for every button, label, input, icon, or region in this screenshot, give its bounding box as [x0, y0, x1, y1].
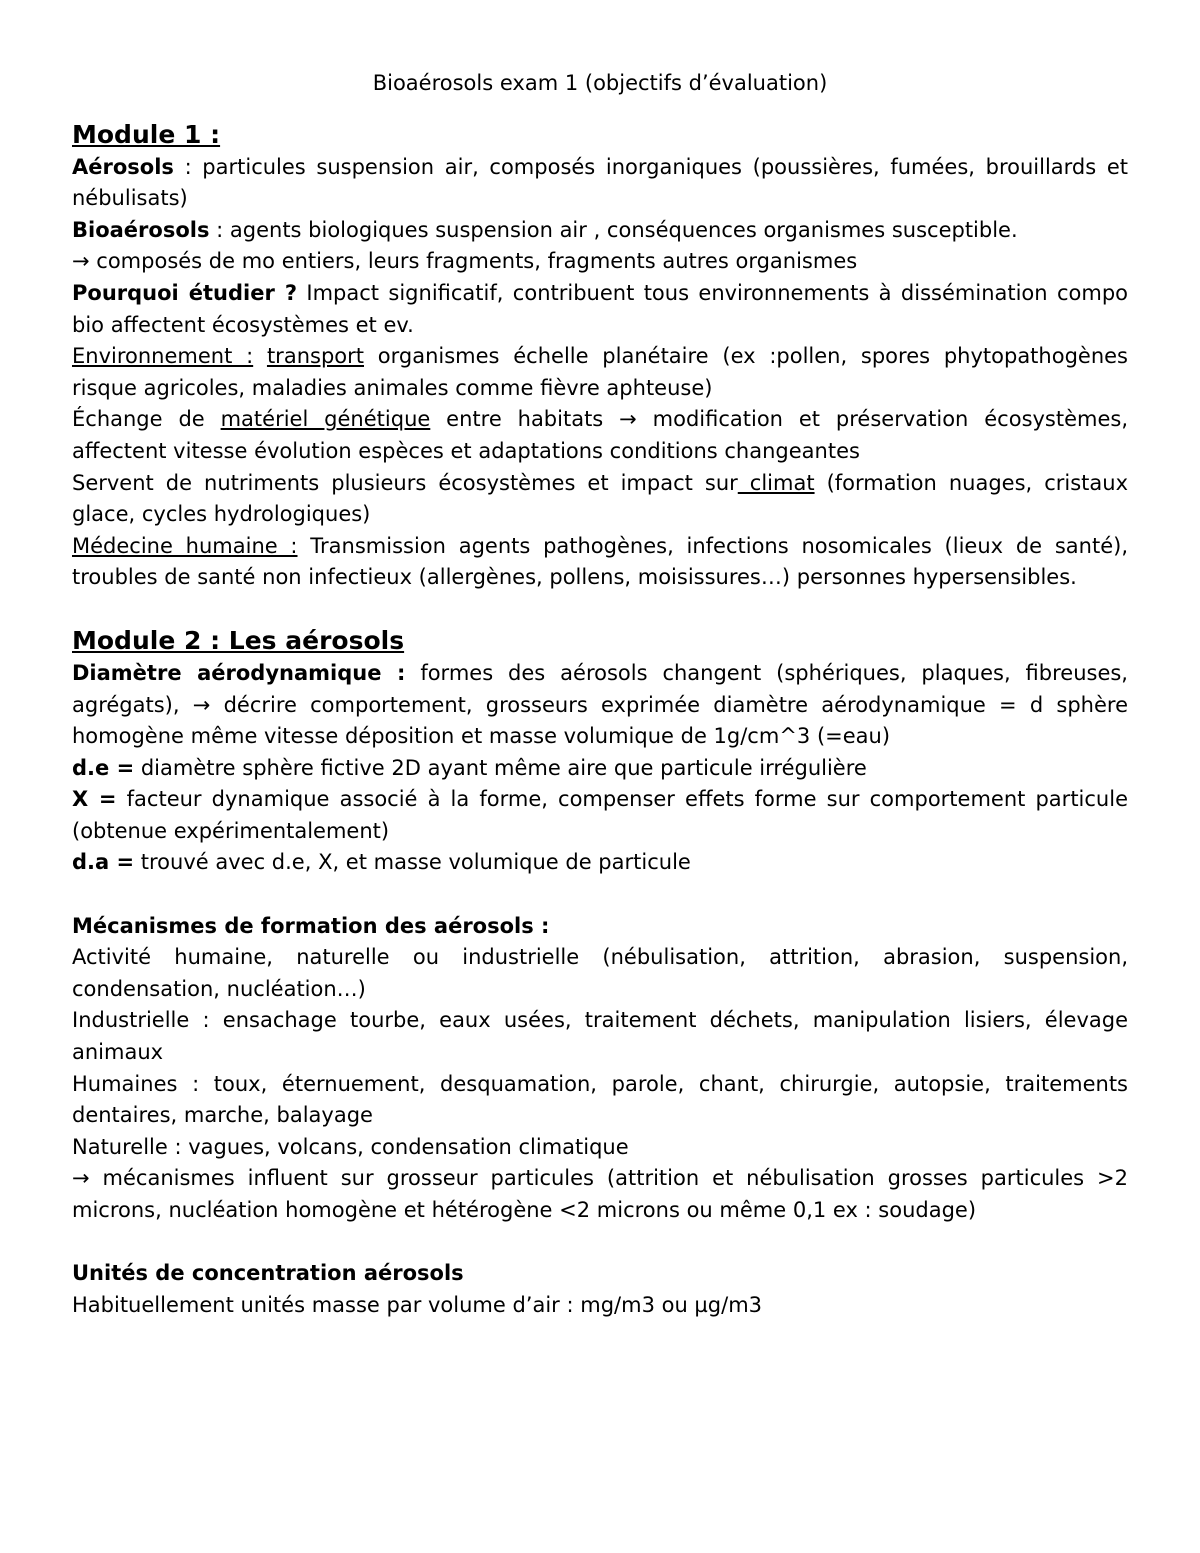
servent-start: Servent de nutriments plusieurs écosystèmes et impact sur [72, 470, 738, 495]
medecine-text: Transmission agents pathogènes, infections nosomicales (lieux de santé), troubles de santé non infectieux (allergènes, pollens, moisissures…) personnes hypersensibles. [72, 533, 1128, 590]
module-1-heading: Module 1 : [72, 119, 221, 149]
de-label: d.e = [72, 755, 135, 780]
module-2-heading: Module 2 : Les aérosols [72, 625, 405, 655]
aerosols-definition [72, 152, 1128, 215]
composes-line [72, 246, 1128, 278]
environnement-text: organismes échelle planétaire (ex :pollen, spores phytopathogènes risque agricoles, maladies animales comme fièvre aphteuse) [72, 344, 1128, 400]
servent-end: (formation nuages, cristaux glace, cycles hydrologiques) [72, 470, 1129, 527]
environnement-paragraph [72, 341, 1128, 404]
pourquoi-text: Impact significatif, contribuent tous environnements à dissémination compo bio affectent écosystèmes et ev. [72, 280, 1128, 337]
mecanismes-text: Activité humaine, naturelle ou industrielle (nébulisation, attrition, abrasion, suspension, condensation, nucléation…) [72, 945, 1128, 1001]
mecanismes-arrow-text: mécanismes influent sur grosseur particules (attrition et nébulisation grosses particules >2 microns, nucléation homogène et hétérogène <2 microns ou même 0,1 ex : soudage) [72, 1166, 1128, 1222]
diametre-label: Diamètre aérodynamique : [72, 660, 406, 685]
x-definition [72, 784, 1128, 847]
echange-end: modification et préservation écosystèmes, affectent vitesse évolution espèces et adaptations conditions changeantes [72, 407, 1129, 463]
spacer [72, 1227, 1128, 1259]
transport-term: transport [266, 344, 364, 369]
naturelle-text: Naturelle : vagues, volcans, condensation climatique [72, 1134, 629, 1159]
de-definition [72, 753, 1128, 785]
humaines-text: Humaines : toux, éternuement, desquamation, parole, chant, chirurgie, autopsie, traitements dentaires, marche, balayage [72, 1071, 1128, 1128]
servent-paragraph [72, 468, 1128, 531]
arrow-icon: → [192, 692, 211, 717]
mecanismes-heading: Mécanismes de formation des aérosols : [72, 913, 550, 938]
bioaerosols-definition [72, 215, 1128, 247]
medecine-paragraph [72, 531, 1128, 594]
aerosols-label: Aérosols [72, 154, 174, 179]
arrow-icon: → [72, 1166, 90, 1191]
mecanismes-arrow-paragraph [72, 1163, 1128, 1226]
arrow-icon: → [619, 407, 637, 432]
diametre-paragraph [72, 658, 1128, 753]
da-label: d.a = [72, 850, 135, 875]
pourquoi-paragraph [72, 278, 1128, 341]
echange-mid: entre habitats [430, 407, 620, 432]
da-text: trouvé avec d.e, X, et masse volumique de particule [134, 850, 691, 875]
document-title: Bioaérosols exam 1 (objectifs d’évaluation) [372, 71, 828, 95]
pourquoi-label: Pourquoi étudier ? [72, 280, 298, 305]
industrielle-text: Industrielle : ensachage tourbe, eaux usées, traitement déchets, manipulation lisiers, élevage animaux [72, 1008, 1128, 1065]
unites-text: Habituellement unités masse par volume d’air : mg/m3 ou µg/m3 [72, 1292, 763, 1317]
x-label: X = [72, 787, 117, 812]
da-definition [72, 847, 1128, 879]
x-text: facteur dynamique associé à la forme, compenser effets forme sur comportement particule (obtenue expérimentalement) [72, 787, 1128, 843]
environnement-label: Environnement : [72, 344, 254, 369]
arrow-icon: → [72, 249, 90, 274]
composes-text: composés de mo entiers, leurs fragments, fragments autres organismes [89, 249, 858, 274]
bioaerosols-label: Bioaérosols [72, 217, 210, 242]
unites-heading: Unités de concentration aérosols [72, 1261, 464, 1286]
echange-start: Échange de [72, 407, 221, 432]
diametre-text-2: décrire comportement, grosseurs exprimée diamètre aérodynamique = d sphère homogène même vitesse déposition et masse volumique de 1g/cm^3 (=eau) [72, 692, 1128, 749]
materiel-genetique-term: matériel génétique [220, 407, 431, 432]
echange-paragraph [72, 404, 1128, 467]
climat-term: climat [737, 470, 815, 495]
spacer [72, 879, 1128, 911]
aerosols-text: : particules suspension air, composés inorganiques (poussières, fumées, brouillards et nébulisats) [72, 154, 1128, 211]
de-text: diamètre sphère fictive 2D ayant même aire que particule irrégulière [134, 755, 867, 780]
diametre-text-1: formes des aérosols changent (sphériques, plaques, fibreuses, agrégats), [72, 660, 1128, 717]
medecine-label: Médecine humaine : [72, 533, 298, 558]
bioaerosols-text: : agents biologiques suspension air , conséquences organismes susceptible. [209, 217, 1018, 242]
